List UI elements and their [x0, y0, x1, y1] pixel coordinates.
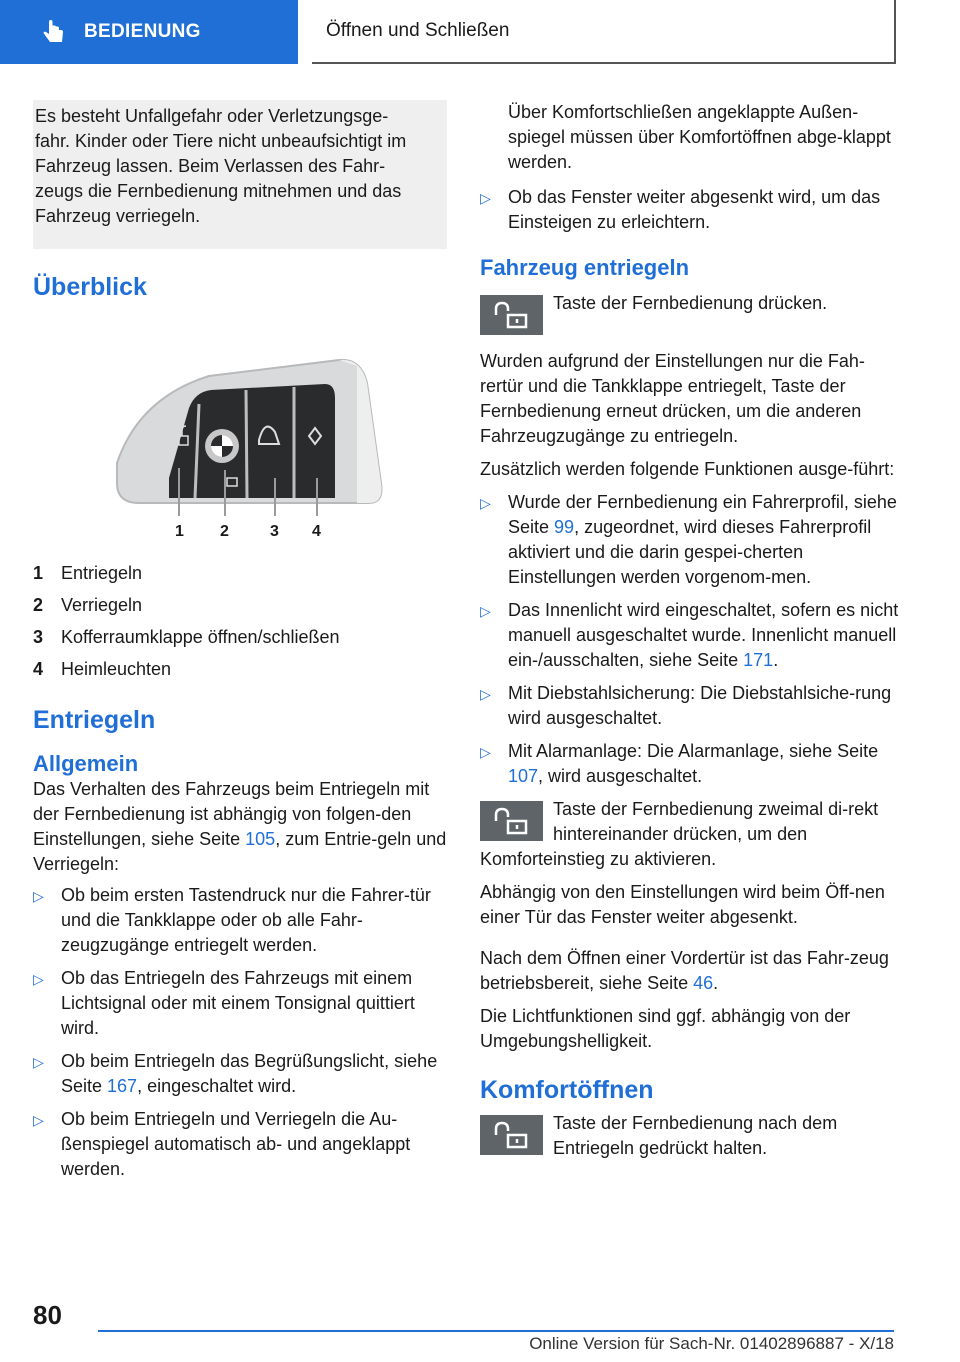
unlock-button-symbol [480, 1115, 543, 1155]
paragraph: Die Lichtfunktionen sind ggf. abhängig von der Umgebungshelligkeit. [480, 1006, 851, 1051]
legend-item [33, 657, 447, 682]
bullet-triangle-icon: ▷ [33, 971, 44, 987]
legend-text: Heimleuchten [61, 659, 172, 679]
list-item: ▷ Ob beim ersten Tastendruck nur die Fahrer-tür und die Tankklappe oder ob alle Fahr-zeugzugänge entriegelt werden. [33, 883, 447, 958]
legend-item [33, 593, 447, 618]
legend-item [33, 625, 447, 650]
key-instruction-text: Taste der Fernbedienung zweimal di-rekt hintereinander drücken, um den Komforteinstieg zu aktivieren. [480, 799, 879, 869]
unlock-icon [492, 1119, 532, 1151]
section-tab [0, 0, 298, 64]
left-column [33, 100, 447, 1190]
legend-item [33, 561, 447, 586]
warning-line: Fahrzeug lassen. Beim Verlassen des Fahr- [35, 156, 386, 176]
figure-label: 2 [220, 523, 229, 540]
list-item: ▷ Ob beim Entriegeln das Begrüßungslicht, siehe Seite 167, eingeschaltet wird. [33, 1049, 447, 1099]
general-intro: Das Verhalten des Fahrzeugs beim Entriegeln mit der Fernbedienung ist abhängig von folgen-den Einstellungen, siehe Seite 105, zum Entrie-geln und Verriegeln: [33, 779, 447, 874]
bullet-triangle-icon: ▷ [480, 603, 491, 619]
functions-list [480, 490, 900, 789]
list-item: ▷ Mit Diebstahlsicherung: Die Diebstahlsiche-rung wird ausgeschaltet. [480, 681, 900, 731]
key-instruction-text: Taste der Fernbedienung nach dem Entriegeln gedrückt halten. [553, 1113, 838, 1158]
list-item: ▷ Mit Alarmanlage: Die Alarmanlage, siehe Seite 107, wird ausgeschaltet. [480, 739, 900, 789]
right-column [480, 100, 900, 1161]
warning-line: fahr. Kinder oder Tiere nicht unbeaufsichtigt im [35, 131, 407, 151]
unlock-button-symbol [480, 295, 543, 335]
legend-number: 4 [33, 659, 44, 679]
bullet-triangle-icon: ▷ [480, 744, 491, 760]
bullet-triangle-icon: ▷ [33, 888, 44, 904]
general-heading: Allgemein [33, 751, 139, 776]
chapter-title: Öffnen und Schließen [326, 20, 510, 41]
settings-list [33, 883, 447, 1182]
continued-text: Über Komfortschließen angeklappte Außen-spiegel müssen über Komfortöffnen abge-klappt werden. [508, 102, 891, 172]
paragraph: Nach dem Öffnen einer Vordertür ist das Fahr-zeug betriebsbereit, siehe Seite 46. [480, 948, 889, 993]
page-link[interactable]: 107 [508, 766, 539, 786]
hand-pointer-icon [40, 18, 68, 46]
figure-label: 3 [270, 523, 279, 540]
comfort-open-heading: Komfortöffnen [480, 1076, 654, 1104]
warning-line: zeugs die Fernbedienung mitnehmen und das [35, 181, 402, 201]
unlock-vehicle-heading: Fahrzeug entriegeln [480, 255, 690, 280]
list-item: ▷ Wurde der Fernbedienung ein Fahrerprofil, siehe Seite 99, zugeordnet, wird dieses Fahrerprofil aktiviert und die darin gespei-cherten Einstellungen werden vorgenom-men. [480, 490, 900, 590]
legend-list [33, 561, 447, 682]
list-item: ▷ Das Innenlicht wird eingeschaltet, sofern es nicht manuell ausgeschaltet wurde. Innenlicht manuell ein-/ausschalten, siehe Seite 171. [480, 598, 900, 673]
footer-version-text: Online Version für Sach-Nr. 01402896887 - X/18 [529, 1334, 894, 1353]
warning-line: Es besteht Unfallgefahr oder Verletzungsge- [35, 106, 389, 126]
bullet-triangle-icon: ▷ [480, 190, 491, 206]
paragraph: Abhängig von den Einstellungen wird beim Öff-nen einer Tür das Fenster weiter abgesenkt. [480, 882, 885, 927]
warning-line: Fahrzeug verriegeln. [35, 206, 201, 226]
bullet-triangle-icon: ▷ [33, 1054, 44, 1070]
legend-number: 1 [33, 563, 44, 583]
double-press-instruction [480, 797, 900, 872]
section-title: BEDIENUNG [84, 21, 201, 42]
bullet-triangle-icon: ▷ [480, 686, 491, 702]
list-item: ▷ Ob das Entriegeln des Fahrzeugs mit einem Lichtsignal oder mit einem Tonsignal quittiert wird. [33, 966, 447, 1041]
key-instruction-text: Taste der Fernbedienung drücken. [553, 293, 828, 313]
page-link[interactable]: 167 [107, 1076, 138, 1096]
legend-text: Verriegeln [61, 595, 143, 615]
unlock-heading: Entriegeln [33, 706, 156, 734]
page-link[interactable]: 99 [554, 517, 575, 537]
overview-heading: Überblick [33, 273, 147, 301]
legend-text: Kofferraumklappe öffnen/schließen [61, 627, 340, 647]
list-item: ▷ Ob beim Entriegeln und Verriegeln die Au-ßenspiegel automatisch ab- und angeklappt werden. [33, 1107, 447, 1182]
page-link[interactable]: 105 [245, 829, 276, 849]
list-item: ▷ Ob das Fenster weiter abgesenkt wird, um das Einsteigen zu erleichtern. [480, 185, 900, 235]
unlock-icon [492, 805, 532, 837]
page-link[interactable]: 46 [693, 973, 714, 993]
remote-key-illustration [99, 358, 385, 544]
page-link[interactable]: 171 [743, 650, 774, 670]
unlock-icon [492, 299, 532, 331]
comfort-open-instruction [480, 1111, 900, 1161]
figure-label: 1 [175, 523, 184, 540]
figure-label: 4 [312, 523, 321, 540]
unlock-key-instruction [480, 291, 900, 341]
continued-list [480, 185, 900, 235]
legend-number: 2 [33, 595, 44, 615]
paragraph: Zusätzlich werden folgende Funktionen ausge-führt: [480, 459, 895, 479]
bullet-triangle-icon: ▷ [480, 495, 491, 511]
paragraph: Wurden aufgrund der Einstellungen nur die Fah-rertür und die Tankklappe entriegelt, Taste der Fernbedienung erneut drücken, um die anderen Fahrzeugzugänge zu entriegeln. [480, 351, 865, 446]
warning-box [33, 100, 447, 249]
chapter-header [312, 0, 896, 64]
legend-number: 3 [33, 627, 44, 647]
legend-text: Entriegeln [61, 563, 143, 583]
footer-divider [98, 1330, 894, 1332]
page-number: 80 [33, 1300, 62, 1330]
unlock-button-symbol [480, 801, 543, 841]
bullet-triangle-icon: ▷ [33, 1112, 44, 1128]
